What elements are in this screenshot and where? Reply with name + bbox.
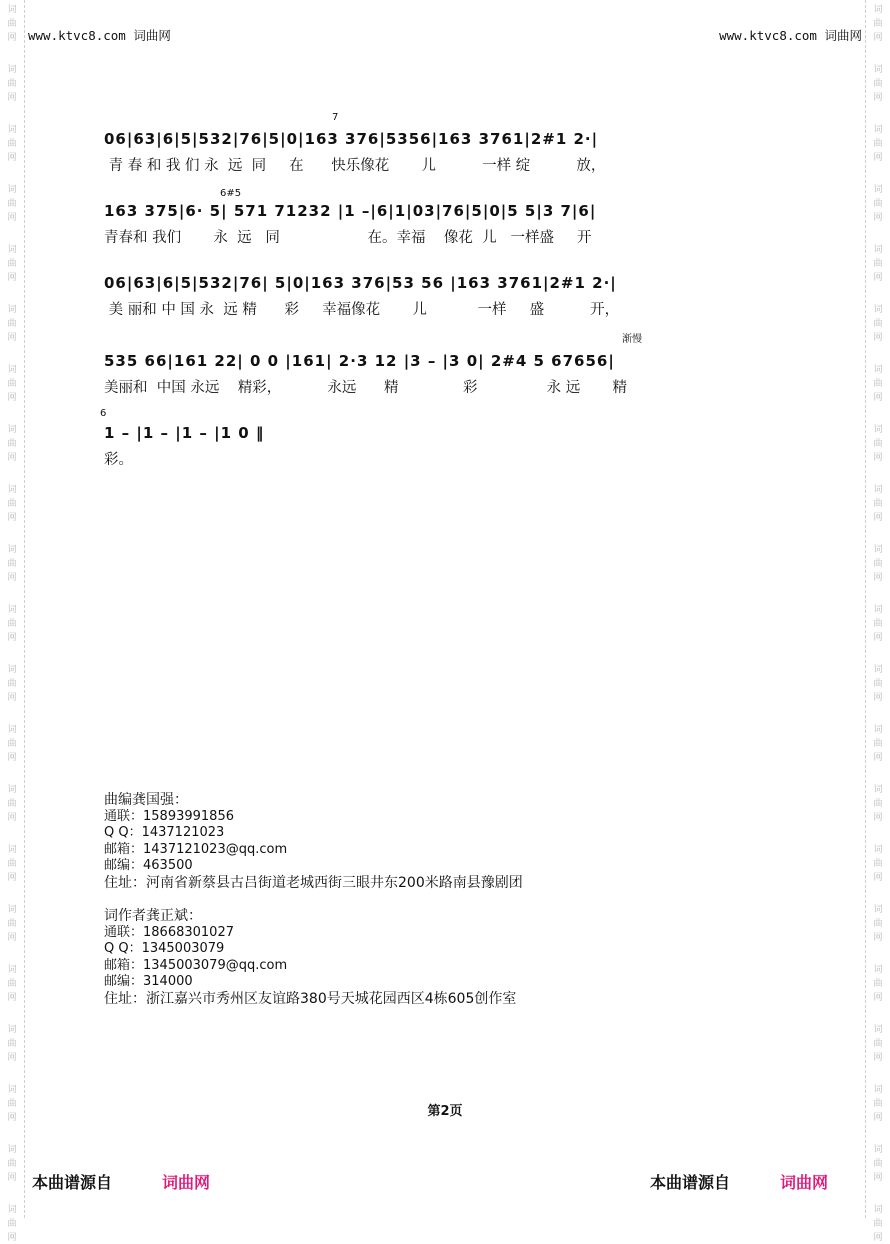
watermark-glyph: 网 — [7, 453, 17, 463]
watermark-glyph: 网 — [7, 753, 17, 763]
page-number: 第2页 — [427, 1104, 463, 1119]
score-line-1 — [104, 112, 784, 176]
watermark-glyph: 曲 — [7, 979, 17, 989]
watermark-glyph: 网 — [7, 993, 17, 1003]
watermark-glyph: 网 — [873, 1233, 883, 1243]
watermark-glyph: 网 — [7, 393, 17, 403]
watermark-glyph: 曲 — [7, 559, 17, 569]
watermark-glyph: 词 — [873, 1025, 883, 1035]
watermark-glyph: 曲 — [873, 919, 883, 929]
watermark-glyph: 词 — [7, 545, 17, 555]
footer-right-site-link[interactable]: 词曲网 — [780, 1173, 829, 1192]
watermark-glyph: 词 — [7, 5, 17, 15]
watermark-glyph: 曲 — [873, 259, 883, 269]
lyricist-address: 住址：浙江嘉兴市秀州区友谊路380号天城花园西区4栋605创作室 — [104, 990, 517, 1007]
watermark-glyph: 词 — [7, 1205, 17, 1215]
watermark-glyph: 网 — [7, 273, 17, 283]
watermark-glyph: 曲 — [7, 1099, 17, 1109]
watermark-glyph: 曲 — [873, 439, 883, 449]
watermark-glyph: 网 — [7, 153, 17, 163]
watermark-glyph: 词 — [7, 905, 17, 915]
composer-phone: 通联：15893991856 — [104, 808, 234, 824]
composer-address: 住址：河南省新蔡县古吕街道老城西街三眼井东200米路南县豫剧团 — [104, 874, 523, 891]
header-right-url[interactable]: www.ktvc8.com — [719, 28, 817, 43]
watermark-glyph: 网 — [7, 933, 17, 943]
tempo-marking: 渐慢 — [622, 334, 642, 345]
composer-credits — [104, 792, 523, 891]
watermark-glyph: 词 — [873, 5, 883, 15]
watermark-glyph: 网 — [7, 1113, 17, 1123]
watermark-glyph: 曲 — [873, 139, 883, 149]
header-right — [719, 26, 862, 44]
footer-left-label: 本曲谱源自 — [32, 1173, 113, 1192]
watermark-glyph: 词 — [7, 605, 17, 615]
lyricist-phone: 通联：18668301027 — [104, 924, 234, 940]
header-left-site[interactable]: 词曲网 — [133, 28, 171, 43]
header-right-site[interactable]: 词曲网 — [824, 28, 862, 43]
watermark-glyph: 网 — [7, 813, 17, 823]
score-line-5 — [100, 408, 784, 470]
notation-row: 06|63|6|5|532|76|5|0|163 376|5356|163 3761|2#1 2·| — [104, 130, 599, 148]
watermark-glyph: 网 — [873, 453, 883, 463]
watermark-glyph: 曲 — [873, 979, 883, 989]
watermark-glyph: 曲 — [873, 799, 883, 809]
watermark-glyph: 网 — [873, 1053, 883, 1063]
watermark-glyph: 曲 — [7, 679, 17, 689]
watermark-glyph: 曲 — [7, 19, 17, 29]
watermark-glyph: 词 — [873, 905, 883, 915]
watermark-glyph: 词 — [7, 725, 17, 735]
watermark-glyph: 词 — [873, 125, 883, 135]
watermark-glyph: 词 — [7, 1085, 17, 1095]
watermark-glyph: 词 — [7, 365, 17, 375]
watermark-glyph: 网 — [7, 1233, 17, 1243]
watermark-glyph: 词 — [873, 965, 883, 975]
right-watermark-strip — [865, 0, 890, 1243]
watermark-glyph: 网 — [873, 93, 883, 103]
watermark-glyph: 曲 — [873, 499, 883, 509]
watermark-glyph: 词 — [873, 185, 883, 195]
notation-row: 1 – |1 – |1 – |1 0 ‖ — [104, 424, 265, 442]
watermark-glyph: 词 — [7, 245, 17, 255]
watermark-glyph: 曲 — [7, 919, 17, 929]
watermark-glyph: 词 — [7, 65, 17, 75]
watermark-glyph: 网 — [7, 333, 17, 343]
watermark-glyph: 词 — [873, 485, 883, 495]
watermark-glyph: 网 — [873, 393, 883, 403]
lyrics-row: 青春和 我们 永 远 同 在。幸福 像花 儿 一样盛 开 — [104, 230, 592, 246]
watermark-glyph: 网 — [873, 153, 883, 163]
watermark-glyph: 曲 — [7, 619, 17, 629]
watermark-glyph: 词 — [7, 965, 17, 975]
left-watermark-strip — [0, 0, 25, 1243]
watermark-glyph: 曲 — [873, 19, 883, 29]
watermark-glyph: 曲 — [7, 439, 17, 449]
footer-right — [650, 1170, 828, 1193]
watermark-glyph: 曲 — [7, 1159, 17, 1169]
watermark-glyph: 网 — [7, 573, 17, 583]
lyricist-postcode: 邮编：314000 — [104, 974, 193, 989]
watermark-glyph: 曲 — [873, 1219, 883, 1229]
lyrics-row: 青 春 和 我 们 永 远 同 在 快乐像花 儿 一样 绽 放， — [104, 158, 606, 174]
lyrics-row: 美丽和 中国 永远 精彩， 永远 精 彩 永 远 精 — [104, 380, 628, 396]
watermark-glyph: 词 — [7, 785, 17, 795]
watermark-glyph: 网 — [7, 213, 17, 223]
watermark-glyph: 词 — [7, 845, 17, 855]
watermark-glyph: 网 — [7, 1053, 17, 1063]
watermark-glyph: 网 — [873, 1173, 883, 1183]
score-line-3 — [104, 272, 784, 320]
watermark-glyph: 词 — [873, 545, 883, 555]
watermark-glyph: 网 — [873, 333, 883, 343]
watermark-glyph: 词 — [7, 1145, 17, 1155]
composer-qq: Q Q：1437121023 — [104, 825, 225, 840]
grace-note-mark: 6#5 — [220, 188, 242, 199]
watermark-glyph: 曲 — [7, 1039, 17, 1049]
watermark-glyph: 词 — [873, 305, 883, 315]
watermark-glyph: 网 — [7, 33, 17, 43]
watermark-glyph: 曲 — [873, 1159, 883, 1169]
watermark-glyph: 词 — [873, 365, 883, 375]
watermark-glyph: 网 — [873, 693, 883, 703]
score-line-2 — [104, 188, 784, 248]
watermark-glyph: 曲 — [7, 139, 17, 149]
watermark-glyph: 曲 — [7, 739, 17, 749]
watermark-glyph: 网 — [873, 753, 883, 763]
watermark-glyph: 网 — [7, 1173, 17, 1183]
watermark-glyph: 词 — [7, 185, 17, 195]
watermark-glyph: 词 — [873, 605, 883, 615]
watermark-glyph: 曲 — [873, 379, 883, 389]
watermark-glyph: 曲 — [873, 1039, 883, 1049]
watermark-glyph: 词 — [7, 425, 17, 435]
watermark-glyph: 词 — [7, 485, 17, 495]
grace-note-mark: 6 — [100, 408, 107, 419]
watermark-glyph: 曲 — [873, 199, 883, 209]
footer-right-label: 本曲谱源自 — [650, 1173, 731, 1192]
watermark-glyph: 词 — [7, 1025, 17, 1035]
watermark-glyph: 词 — [873, 1145, 883, 1155]
watermark-glyph: 词 — [7, 305, 17, 315]
watermark-glyph: 网 — [7, 513, 17, 523]
composer-title: 曲编龚国强： — [104, 792, 188, 808]
notation-row: 06|63|6|5|532|76| 5|0|163 376|53 56 |163 3761|2#1 2·| — [104, 274, 617, 292]
notation-row: 535 66|161 22| 0 0 |161| 2·3 12 |3 – |3 0| 2#4 5 67656| — [104, 352, 615, 370]
watermark-glyph: 曲 — [873, 559, 883, 569]
watermark-glyph: 词 — [873, 845, 883, 855]
watermark-glyph: 词 — [873, 65, 883, 75]
watermark-glyph: 网 — [873, 873, 883, 883]
watermark-glyph: 词 — [873, 245, 883, 255]
watermark-glyph: 网 — [7, 93, 17, 103]
watermark-glyph: 词 — [873, 1085, 883, 1095]
watermark-glyph: 网 — [873, 813, 883, 823]
watermark-glyph: 曲 — [7, 199, 17, 209]
watermark-glyph: 网 — [873, 1113, 883, 1123]
watermark-glyph: 词 — [873, 425, 883, 435]
watermark-glyph: 曲 — [7, 379, 17, 389]
watermark-glyph: 网 — [873, 573, 883, 583]
composer-postcode: 邮编：463500 — [104, 858, 193, 873]
watermark-glyph: 网 — [873, 213, 883, 223]
watermark-glyph: 曲 — [873, 859, 883, 869]
score-line-4 — [104, 334, 784, 398]
watermark-glyph: 网 — [873, 273, 883, 283]
composer-email[interactable]: 邮箱：1437121023@qq.com — [104, 841, 288, 857]
watermark-glyph: 词 — [873, 785, 883, 795]
watermark-glyph: 网 — [7, 693, 17, 703]
header-left-url[interactable]: www.ktvc8.com — [28, 28, 126, 43]
watermark-glyph: 曲 — [7, 1219, 17, 1229]
watermark-glyph: 曲 — [7, 319, 17, 329]
watermark-glyph: 曲 — [7, 799, 17, 809]
watermark-glyph: 网 — [7, 873, 17, 883]
watermark-glyph: 词 — [873, 665, 883, 675]
watermark-glyph: 词 — [7, 125, 17, 135]
watermark-glyph: 网 — [873, 513, 883, 523]
lyrics-row: 彩。 — [104, 452, 133, 468]
watermark-glyph: 曲 — [873, 79, 883, 89]
lyricist-qq: Q Q：1345003079 — [104, 941, 225, 956]
watermark-glyph: 曲 — [873, 319, 883, 329]
footer-left — [32, 1170, 210, 1193]
watermark-glyph: 曲 — [7, 859, 17, 869]
watermark-glyph: 词 — [7, 665, 17, 675]
grace-note-mark: 7 — [332, 112, 339, 123]
watermark-glyph: 词 — [873, 725, 883, 735]
lyrics-row: 美 丽和 中 国 永 远 精 彩 幸福像花 儿 一样 盛 开， — [104, 302, 620, 318]
watermark-glyph: 网 — [873, 993, 883, 1003]
notation-row: 163 375|6· 5| 571 71232 |1 –|6|1|03|76|5|0|5 5|3 7|6| — [104, 202, 597, 220]
lyricist-credits — [104, 908, 516, 1007]
watermark-glyph: 曲 — [7, 259, 17, 269]
footer-left-site-link[interactable]: 词曲网 — [162, 1173, 211, 1192]
lyricist-email[interactable]: 邮箱：1345003079@qq.com — [104, 957, 288, 973]
watermark-glyph: 曲 — [873, 739, 883, 749]
lyricist-title: 词作者龚正斌： — [104, 908, 202, 924]
watermark-glyph: 曲 — [7, 79, 17, 89]
watermark-glyph: 网 — [873, 633, 883, 643]
watermark-glyph: 词 — [873, 1205, 883, 1215]
watermark-glyph: 曲 — [873, 619, 883, 629]
watermark-glyph: 网 — [7, 633, 17, 643]
watermark-glyph: 网 — [873, 33, 883, 43]
watermark-glyph: 曲 — [873, 1099, 883, 1109]
watermark-glyph: 曲 — [7, 499, 17, 509]
watermark-glyph: 曲 — [873, 679, 883, 689]
watermark-glyph: 网 — [873, 933, 883, 943]
header-left — [28, 26, 171, 44]
